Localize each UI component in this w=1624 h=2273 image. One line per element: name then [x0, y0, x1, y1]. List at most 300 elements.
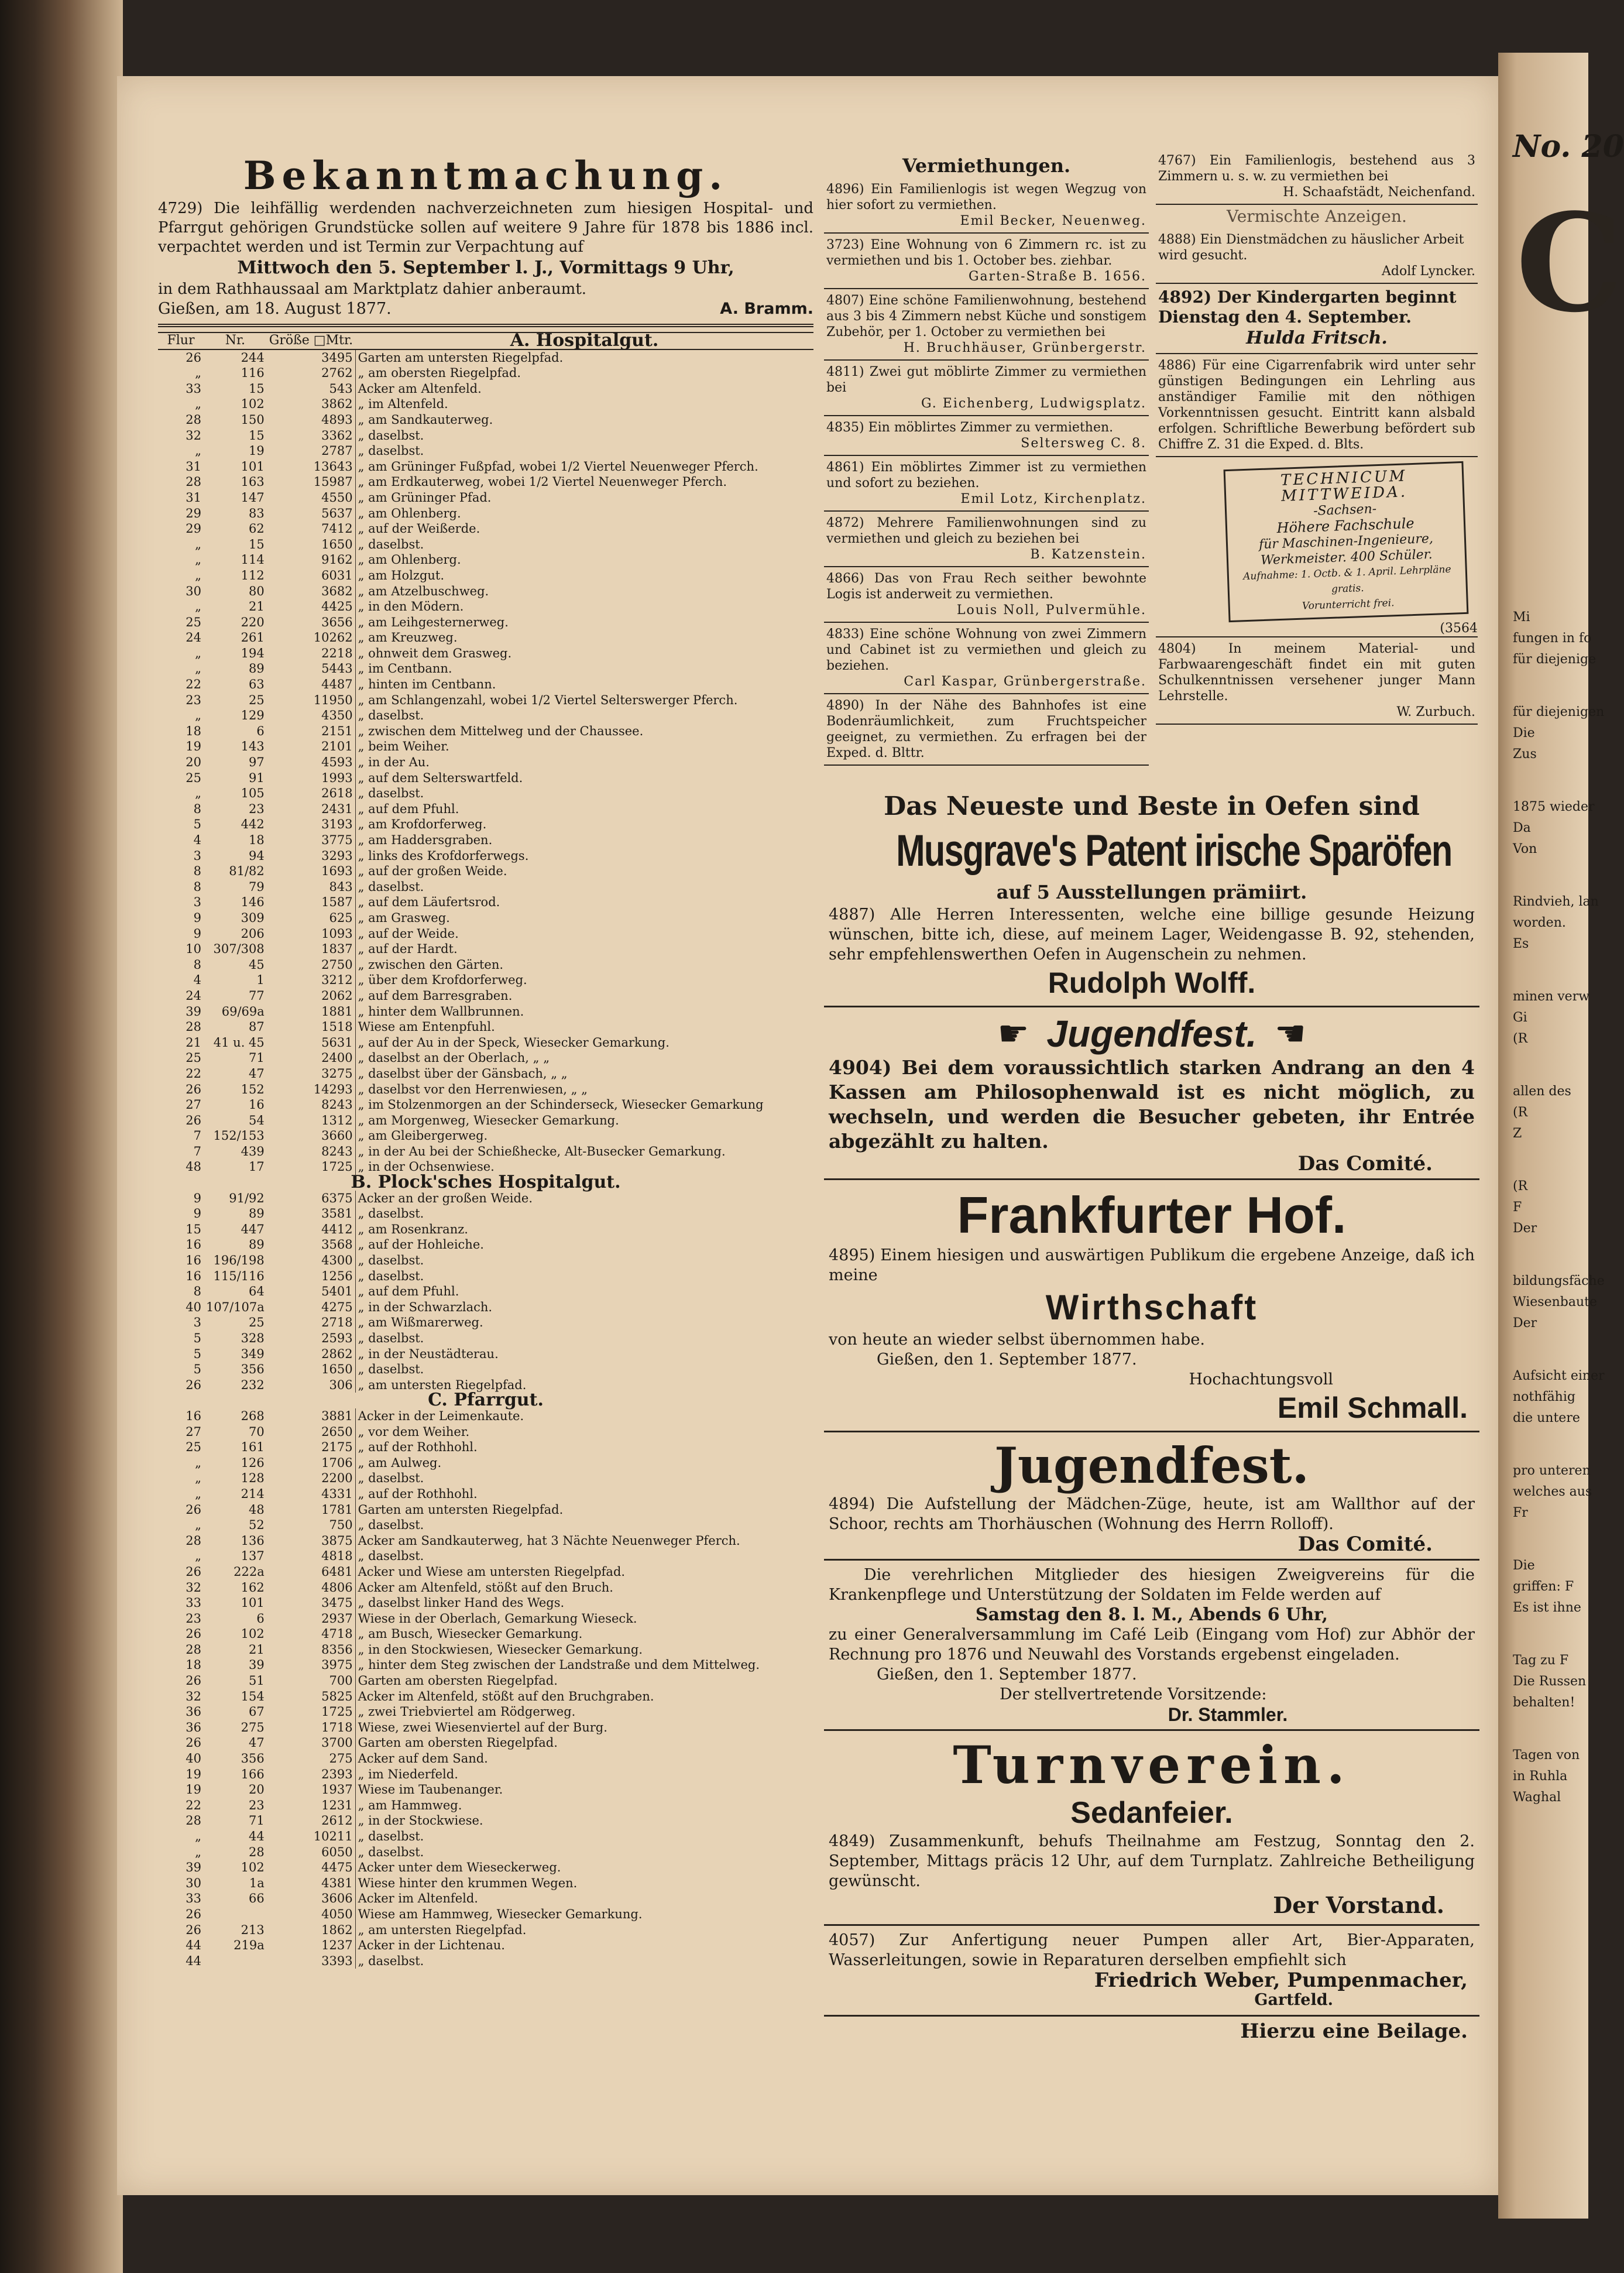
table-row [158, 1673, 813, 1689]
cell-nr: 64 [249, 1284, 265, 1299]
frankfurter-date: Gießen, den 1. September 1877. [877, 1350, 1137, 1369]
cell-description: Garten am obersten Riegelpfad. [358, 1736, 558, 1750]
next-page-fragment: Die [1513, 1558, 1535, 1573]
cell-nr: 69/69a [221, 1004, 265, 1019]
table-row [158, 1564, 813, 1580]
cell-groesse: 2062 [267, 988, 355, 1004]
cell-groesse: 2787 [267, 443, 355, 459]
cell-description: „ am Aulweg. [358, 1455, 442, 1470]
cell-nr: 52 [249, 1518, 265, 1533]
cell-groesse: 13643 [267, 459, 355, 475]
cell-nr: 97 [249, 755, 265, 770]
table-row [158, 630, 813, 646]
cell-flur: 31 [186, 490, 201, 505]
cell-groesse: 5637 [267, 506, 355, 522]
cell-groesse: 2750 [267, 957, 355, 973]
ad-4767-signature: H. Schaafstädt, Neichenfand. [1283, 185, 1475, 200]
cell-nr: 15 [249, 428, 265, 443]
vermiethungen-column [824, 153, 1149, 791]
ad-4886-text: 4886) Für eine Cigarrenfabrik wird unter sehr günstigen Bedingungen ein Lehrling aus anständiger Familie mit den nöthigen Vorkenntnissen gesucht. Eintritt kann alsbald erfolgen. Schriftliche Bewerbung befördert sub Chiffre Z. 31 die Exped. d. Blts. [1158, 358, 1475, 452]
cell-description: „ auf dem Selterswartfeld. [358, 770, 523, 785]
cell-description: Garten am untersten Riegelpfad. [358, 1502, 564, 1517]
table-row [158, 1144, 813, 1160]
cell-groesse: 4050 [267, 1907, 355, 1922]
cell-nr: 115/116 [213, 1269, 265, 1283]
next-page-fragment: Der [1513, 1316, 1537, 1331]
cell-description: Garten am obersten Riegelpfad. [358, 1674, 558, 1688]
cell-groesse: 2612 [267, 1813, 355, 1829]
cell-description: Acker in der Leimenkaute. [358, 1408, 524, 1423]
cell-nr: 261 [241, 630, 265, 645]
cell-nr: 28 [249, 1845, 265, 1859]
cell-groesse: 2718 [267, 1315, 355, 1331]
cell-flur: 25 [186, 770, 201, 785]
technicum-line6: Werkmeister. 400 Schüler. [1260, 547, 1433, 568]
turnverein-text: 4849) Zusammenkunft, behufs Theilnahme am Festzug, Sonntag den 2. September, Mittags präcis 12 Uhr, auf dem Turnplatz. Zahlreiche Betheiligung gewünscht. [829, 1832, 1475, 1890]
cell-groesse: 7412 [267, 521, 355, 537]
cell-groesse: 543 [267, 381, 355, 397]
cell-nr: 17 [249, 1160, 265, 1174]
cell-description: Acker am Sandkauterweg, hat 3 Nächte Neuenweger Pferch. [358, 1533, 740, 1548]
jugendfest2-text: 4894) Die Aufstellung der Mädchen-Züge, heute, ist am Wallthor auf der Schoor, rechts am Thorhäuschen (Wohnung des Herrn Rolloff). [829, 1495, 1475, 1533]
cell-flur: 26 [186, 1564, 201, 1579]
cell-groesse: 6031 [267, 568, 355, 584]
cell-description: „ am Hammweg. [358, 1798, 462, 1812]
next-page-number: No. 20 [1513, 129, 1624, 164]
cell-groesse: 3656 [267, 615, 355, 630]
cell-nr: 66 [249, 1891, 265, 1906]
cell-description: „ daselbst. [358, 1845, 424, 1859]
cell-groesse: 1650 [267, 1362, 355, 1377]
cell-flur: 23 [186, 1611, 201, 1626]
cell-nr: 94 [249, 848, 265, 863]
divider [824, 1178, 1479, 1180]
cell-groesse: 275 [267, 1751, 355, 1767]
turnverein-title: Turnverein. [953, 1734, 1351, 1795]
cell-groesse: 4893 [267, 412, 355, 428]
cell-description: „ in der Neustädterau. [358, 1346, 499, 1361]
cell-description: „ daselbst. [358, 1206, 424, 1221]
cell-flur: 15 [186, 1222, 201, 1236]
table-row [158, 832, 813, 848]
table-row [158, 1004, 813, 1020]
cell-groesse: 3660 [267, 1128, 355, 1144]
table-row [158, 1642, 813, 1658]
cell-groesse: 3881 [267, 1408, 355, 1424]
cell-groesse: 1093 [267, 926, 355, 942]
cell-description: „ daselbst linker Hand des Wegs. [358, 1596, 565, 1610]
cell-groesse: 14293 [267, 1082, 355, 1098]
cell-description: „ am Gleibergerweg. [358, 1129, 488, 1143]
table-row [158, 1595, 813, 1611]
cell-flur: 28 [186, 1642, 201, 1657]
cell-nr: 89 [249, 1206, 265, 1221]
next-page-fragment: Der [1513, 1221, 1537, 1236]
cell-nr: 6 [256, 724, 265, 738]
cell-flur: 21 [186, 1035, 201, 1050]
cell-description: „ in der Au bei der Schießhecke, Alt-Busecker Gemarkung. [358, 1144, 726, 1158]
cell-nr: 70 [249, 1424, 265, 1439]
cell-nr: 447 [241, 1222, 265, 1236]
cell-description: „ in der Schwarzlach. [358, 1300, 493, 1314]
cell-description: „ daselbst über der Gänsbach, „ „ [358, 1066, 568, 1081]
vermiethungen-title: Vermiethungen. [902, 155, 1071, 177]
cell-groesse: 700 [267, 1673, 355, 1689]
vermiethung-ad [824, 567, 1149, 623]
cell-flur: 23 [186, 692, 201, 707]
cell-nr: 18 [249, 833, 265, 847]
cell-nr: 222a [234, 1564, 265, 1579]
cell-nr: 63 [249, 677, 265, 692]
cell-flur: 30 [186, 1876, 201, 1890]
jugendfest2-title: Jugendfest. [994, 1437, 1309, 1494]
cell-flur: 26 [186, 1502, 201, 1517]
table-row [158, 957, 813, 973]
vermiethung-ad [824, 694, 1149, 766]
cell-description: „ ohnweit dem Grasweg. [358, 646, 512, 660]
cell-flur: 26 [186, 1377, 201, 1392]
cell-nr: 162 [241, 1580, 265, 1595]
cell-flur: 32 [186, 428, 201, 443]
pointing-hand-icon: ☛ [997, 1013, 1029, 1054]
cell-flur: „ [195, 786, 201, 801]
table-row [158, 941, 813, 957]
table-row [158, 1113, 813, 1129]
next-page-fragment: pro unteren [1513, 1463, 1591, 1478]
cell-flur: „ [195, 366, 201, 380]
next-page-fragment: griffen: F [1513, 1579, 1574, 1594]
cell-nr: 356 [241, 1362, 265, 1377]
divider [824, 1729, 1479, 1731]
cell-flur: 24 [186, 988, 201, 1003]
table-row [158, 1502, 813, 1518]
cell-flur: 26 [186, 1113, 201, 1127]
zweigverein-city: Gießen, den 1. September 1877. [877, 1665, 1137, 1684]
cell-nr: 154 [241, 1689, 265, 1703]
cell-description: „ im Niederfeld. [358, 1767, 458, 1781]
cell-flur: 26 [186, 1736, 201, 1750]
next-page-fragment: (R [1513, 1179, 1528, 1194]
table-row [158, 1689, 813, 1705]
vermiethung-ad-signature: B. Katzenstein. [1030, 547, 1146, 562]
vermiethung-ad-text: 4890) In der Nähe des Bahnhofes ist eine Bodenräumlichkeit, zum Fruchtspeicher geeignet, zu vermiethen. Zu erfragen bei der Exped. d. Blttr. [826, 698, 1146, 760]
table-row [158, 1938, 813, 1953]
cell-nr: 1a [249, 1876, 265, 1890]
cell-nr: 102 [241, 1860, 265, 1875]
table-row [158, 396, 813, 412]
vermiethung-ad [824, 234, 1149, 289]
cell-groesse: 2400 [267, 1050, 355, 1066]
cell-description: „ daselbst. [358, 1253, 424, 1268]
cell-nr: 150 [241, 412, 265, 427]
next-page-fragment: Die Russen [1513, 1674, 1587, 1689]
cell-groesse: 3362 [267, 428, 355, 444]
table-row [158, 443, 813, 459]
cell-description: „ daselbst vor den Herrenwiesen, „ „ [358, 1082, 588, 1096]
rows-hospitalgut [158, 349, 813, 1175]
cell-flur: „ [195, 708, 201, 723]
table-row [158, 677, 813, 692]
cell-description: „ daselbst. [358, 708, 424, 723]
next-page-fragment: Es [1513, 937, 1529, 951]
cell-nr: 71 [249, 1813, 265, 1828]
cell-flur: 40 [186, 1300, 201, 1314]
cell-nr: 79 [249, 879, 265, 894]
cell-nr: 166 [241, 1767, 265, 1781]
cell-groesse: 10262 [267, 630, 355, 646]
cell-flur: „ [195, 1518, 201, 1533]
vermiethung-ad-signature: Garten-Straße B. 1656. [968, 269, 1146, 284]
cell-description: „ daselbst. [358, 428, 424, 443]
cell-description: „ in der Au. [358, 755, 430, 770]
cell-groesse: 4475 [267, 1860, 355, 1876]
table-row [158, 1891, 813, 1907]
table-row [158, 1751, 813, 1767]
cell-flur: 27 [186, 1424, 201, 1439]
cell-description: „ daselbst. [358, 1269, 424, 1283]
cell-groesse: 2762 [267, 365, 355, 381]
cell-description: „ links des Krofdorferwegs. [358, 848, 529, 863]
cell-flur: 33 [186, 1891, 201, 1906]
vermiethung-ad [824, 512, 1149, 567]
next-page-fragment: welches aus [1513, 1485, 1592, 1499]
cell-nr: 146 [241, 895, 265, 910]
table-row [158, 1626, 813, 1642]
cell-groesse: 2218 [267, 646, 355, 661]
cell-groesse: 306 [267, 1377, 355, 1393]
zweigverein-text2: zu einer Generalversammlung im Café Leib (Eingang vom Hof) zur Abhör der Rechnung pro 1876 und Neuwahl des Vorstands ergebenst eingeladen. [829, 1626, 1475, 1664]
table-row [158, 506, 813, 522]
cell-description: „ auf der Hardt. [358, 942, 458, 956]
table-row [158, 661, 813, 677]
cell-groesse: 2650 [267, 1424, 355, 1440]
table-row [158, 1082, 813, 1098]
cell-groesse: 3212 [267, 972, 355, 988]
table-row [158, 1019, 813, 1035]
vermiethung-ad-text: 4861) Ein möblirtes Zimmer ist zu vermiethen und sofort zu beziehen. [826, 460, 1146, 491]
cell-description: „ am Sandkauterweg. [358, 412, 493, 427]
cell-flur: 9 [193, 926, 201, 941]
technicum-ad [1224, 461, 1469, 622]
cell-description: Acker in der Lichtenau. [358, 1938, 505, 1953]
musgrave-signature: Rudolph Wolff. [1048, 966, 1256, 999]
cell-flur: 28 [186, 412, 201, 427]
section-b-title: B. Plock'sches Hospitalgut. [351, 1172, 621, 1193]
cell-nr [204, 1953, 267, 1969]
cell-flur: 31 [186, 459, 201, 474]
table-row [158, 1408, 813, 1424]
vermischte-title: Vermischte Anzeigen. [1227, 207, 1407, 226]
bekanntmachung-city-date: Gießen, am 18. August 1877. [158, 300, 392, 318]
cell-flur: 48 [186, 1160, 201, 1174]
cell-flur: 19 [186, 1782, 201, 1797]
cell-flur: 16 [186, 1408, 201, 1423]
cell-description: Acker im Altenfeld, stößt auf den Bruchgraben. [358, 1689, 654, 1703]
table-row [158, 724, 813, 739]
cell-description: „ am Rosenkranz. [358, 1222, 468, 1236]
cell-flur: 5 [193, 1346, 201, 1361]
cell-nr: 161 [241, 1440, 265, 1455]
cell-nr: 47 [249, 1736, 265, 1750]
cell-nr: 54 [249, 1113, 265, 1127]
cell-nr: 16 [249, 1098, 265, 1112]
table-row [158, 1284, 813, 1300]
cell-nr: 220 [241, 615, 265, 629]
cell-flur: 3 [193, 848, 201, 863]
cell-groesse: 2200 [267, 1470, 355, 1486]
cell-groesse: 1862 [267, 1922, 355, 1938]
next-page-fragment: Aufsicht einer [1513, 1369, 1605, 1383]
next-page-fragment: Rindvieh, lan [1513, 894, 1599, 909]
table-row [158, 1720, 813, 1736]
cell-description: „ zwischen den Gärten. [358, 957, 504, 972]
cell-flur: 8 [193, 879, 201, 894]
cell-description: „ am Holzgut. [358, 568, 445, 582]
table-row [158, 412, 813, 428]
cell-groesse: 750 [267, 1517, 355, 1533]
header-groesse: Größe □Mtr. [267, 332, 355, 349]
zweigverein-signature: Dr. Stammler. [1168, 1704, 1288, 1725]
cell-groesse: 2618 [267, 786, 355, 801]
musgrave-line1: Das Neueste und Beste in Oefen sind [884, 791, 1420, 821]
cell-nr: 77 [249, 988, 265, 1003]
vermiethung-ad-text: 4807) Eine schöne Familienwohnung, bestehend aus 3 bis 4 Zimmern nebst Küche und sonstigem Zubehör, per 1. October zu vermiethen bei [826, 293, 1146, 340]
cell-nr: 152/153 [213, 1129, 265, 1143]
cell-description: „ daselbst. [358, 786, 424, 801]
next-page-fragment: allen des [1513, 1084, 1571, 1099]
ad-4804-signature: W. Zurbuch. [1396, 705, 1475, 719]
cell-flur: 7 [193, 1144, 201, 1158]
cell-flur: „ [195, 1845, 201, 1859]
musgrave-line2: Musgrave's Patent irische Sparöfen [896, 826, 1452, 876]
table-row [158, 1206, 813, 1222]
cell-description: „ daselbst. [358, 537, 424, 551]
cell-nr: 20 [249, 1782, 265, 1797]
right-column [1156, 149, 1478, 790]
header-flur: Flur [158, 332, 204, 349]
musgrave-line3: auf 5 Ausstellungen prämiirt. [996, 881, 1307, 903]
table-row [158, 1331, 813, 1346]
cell-nr: 6 [256, 1611, 265, 1626]
vermiethung-ad-signature: G. Eichenberg, Ludwigsplatz. [921, 396, 1146, 411]
cell-description: „ daselbst. [358, 444, 424, 458]
cell-groesse: 4300 [267, 1253, 355, 1269]
cell-flur: „ [195, 444, 201, 458]
vermiethung-ad-text: 4866) Das von Frau Rech seither bewohnte Logis ist anderweit zu vermiethen. [826, 571, 1146, 602]
cell-flur: 26 [186, 1082, 201, 1096]
table-row [158, 1237, 813, 1253]
cell-description: „ daselbst. [358, 1471, 424, 1486]
table-row [158, 1066, 813, 1082]
ad-4892-signature: Hulda Fritsch. [1246, 328, 1388, 348]
jugendfest-signature: Das Comité. [1297, 1152, 1433, 1175]
cell-flur: „ [195, 1549, 201, 1564]
cell-description: „ in der Ochsenwiese. [358, 1160, 495, 1174]
cell-flur: 25 [186, 615, 201, 629]
cell-flur: 3 [193, 895, 201, 910]
cell-flur: 25 [186, 1440, 201, 1455]
vermiethung-ad [824, 361, 1149, 416]
divider [824, 1559, 1479, 1561]
cell-groesse: 2431 [267, 801, 355, 817]
table-row [158, 365, 813, 381]
table-row [158, 1517, 813, 1533]
cell-description: „ am untersten Riegelpfad. [358, 1377, 527, 1392]
cell-nr: 41 u. 45 [213, 1035, 265, 1050]
cell-nr: 39 [249, 1658, 265, 1672]
cell-description: „ am Erdkauterweg, wobei 1/2 Viertel Neuenweger Pferch. [358, 475, 727, 489]
frankfurter-greeting: Hochachtungsvoll [1189, 1370, 1333, 1389]
table-row [158, 1222, 813, 1237]
ad-4767-text: 4767) Ein Familienlogis, bestehend aus 3 Zimmern u. s. w. zu vermiethen bei [1158, 153, 1475, 184]
cell-flur: 39 [186, 1860, 201, 1875]
cell-groesse: 8243 [267, 1097, 355, 1113]
cell-groesse: 1231 [267, 1798, 355, 1813]
ad-4886 [1156, 354, 1478, 457]
pointing-hand-icon: ☛ [1274, 1013, 1306, 1054]
cell-groesse: 625 [267, 910, 355, 926]
cell-groesse: 1993 [267, 770, 355, 786]
divider [824, 2015, 1479, 2017]
table-row [158, 972, 813, 988]
cell-nr: 102 [241, 397, 265, 412]
cell-description: „ im Centbann. [358, 661, 452, 676]
vermiethung-ad [824, 623, 1149, 694]
cell-nr: 328 [241, 1331, 265, 1345]
jugendfest-title: Jugendfest. [1046, 1013, 1257, 1055]
lower-right-column [824, 790, 1479, 2154]
technicum-line8: Vorunterricht frei. [1302, 597, 1395, 612]
table-row [158, 1860, 813, 1876]
cell-description: „ am Busch, Wiesecker Gemarkung. [358, 1627, 583, 1641]
table-row [158, 599, 813, 615]
cell-description: „ am Leihgesternerweg. [358, 615, 509, 629]
cell-description: „ beim Weiher. [358, 739, 449, 754]
table-row [158, 1191, 813, 1206]
vermiethung-ad-text: 4811) Zwei gut möblirte Zimmer zu vermiethen bei [826, 365, 1146, 395]
cell-description: „ am Haddersgraben. [358, 833, 493, 847]
cell-groesse: 3682 [267, 584, 355, 599]
table-row [158, 1611, 813, 1627]
weber-text: 4057) Zur Anfertigung neuer Pumpen aller Art, Bier-Apparaten, Wasserleitungen, sowie in Reparaturen derselben empfiehlt sich [829, 1931, 1475, 1969]
vermiethung-ad [824, 416, 1149, 456]
cell-nr: 152 [241, 1082, 265, 1096]
beilage-note: Hierzu eine Beilage. [1240, 2020, 1468, 2043]
cell-nr: 232 [241, 1377, 265, 1392]
cell-groesse: 843 [267, 879, 355, 895]
cell-groesse: 4381 [267, 1876, 355, 1891]
cell-groesse: 1718 [267, 1720, 355, 1736]
cell-description: „ im Stolzenmorgen an der Schinderseck, Wiesecker Gemarkung [358, 1098, 764, 1112]
table-row [158, 568, 813, 584]
next-page-fragment: Mi [1513, 610, 1530, 625]
vermiethung-ad [824, 289, 1149, 361]
technicum-line7: Aufnahme: 1. Octb. & 1. April. Lehrpläne gratis. [1242, 563, 1451, 595]
cell-nr: 163 [241, 475, 265, 489]
next-page-fragment: in Ruhla [1513, 1769, 1568, 1784]
vermiethung-ad-text: 4896) Ein Familienlogis ist wegen Wegzug von hier sofort zu vermiethen. [826, 182, 1146, 212]
cell-flur: 25 [186, 1051, 201, 1065]
cell-nr: 194 [241, 646, 265, 660]
cell-nr: 87 [249, 1020, 265, 1034]
cell-groesse: 2593 [267, 1331, 355, 1346]
vermiethung-ad-text: 4833) Eine schöne Wohnung von zwei Zimmern und Cabinet ist zu vermiethen und gleich zu beziehen. [826, 627, 1146, 673]
technicum-name: TECHNICUM [1280, 467, 1407, 489]
cell-nr: 25 [249, 1315, 265, 1330]
header-section-a: A. Hospitalgut. [355, 332, 813, 349]
technicum-region: -Sachsen- [1313, 502, 1377, 519]
vermiethung-ad-signature: Louis Noll, Pulvermühle. [956, 603, 1146, 618]
